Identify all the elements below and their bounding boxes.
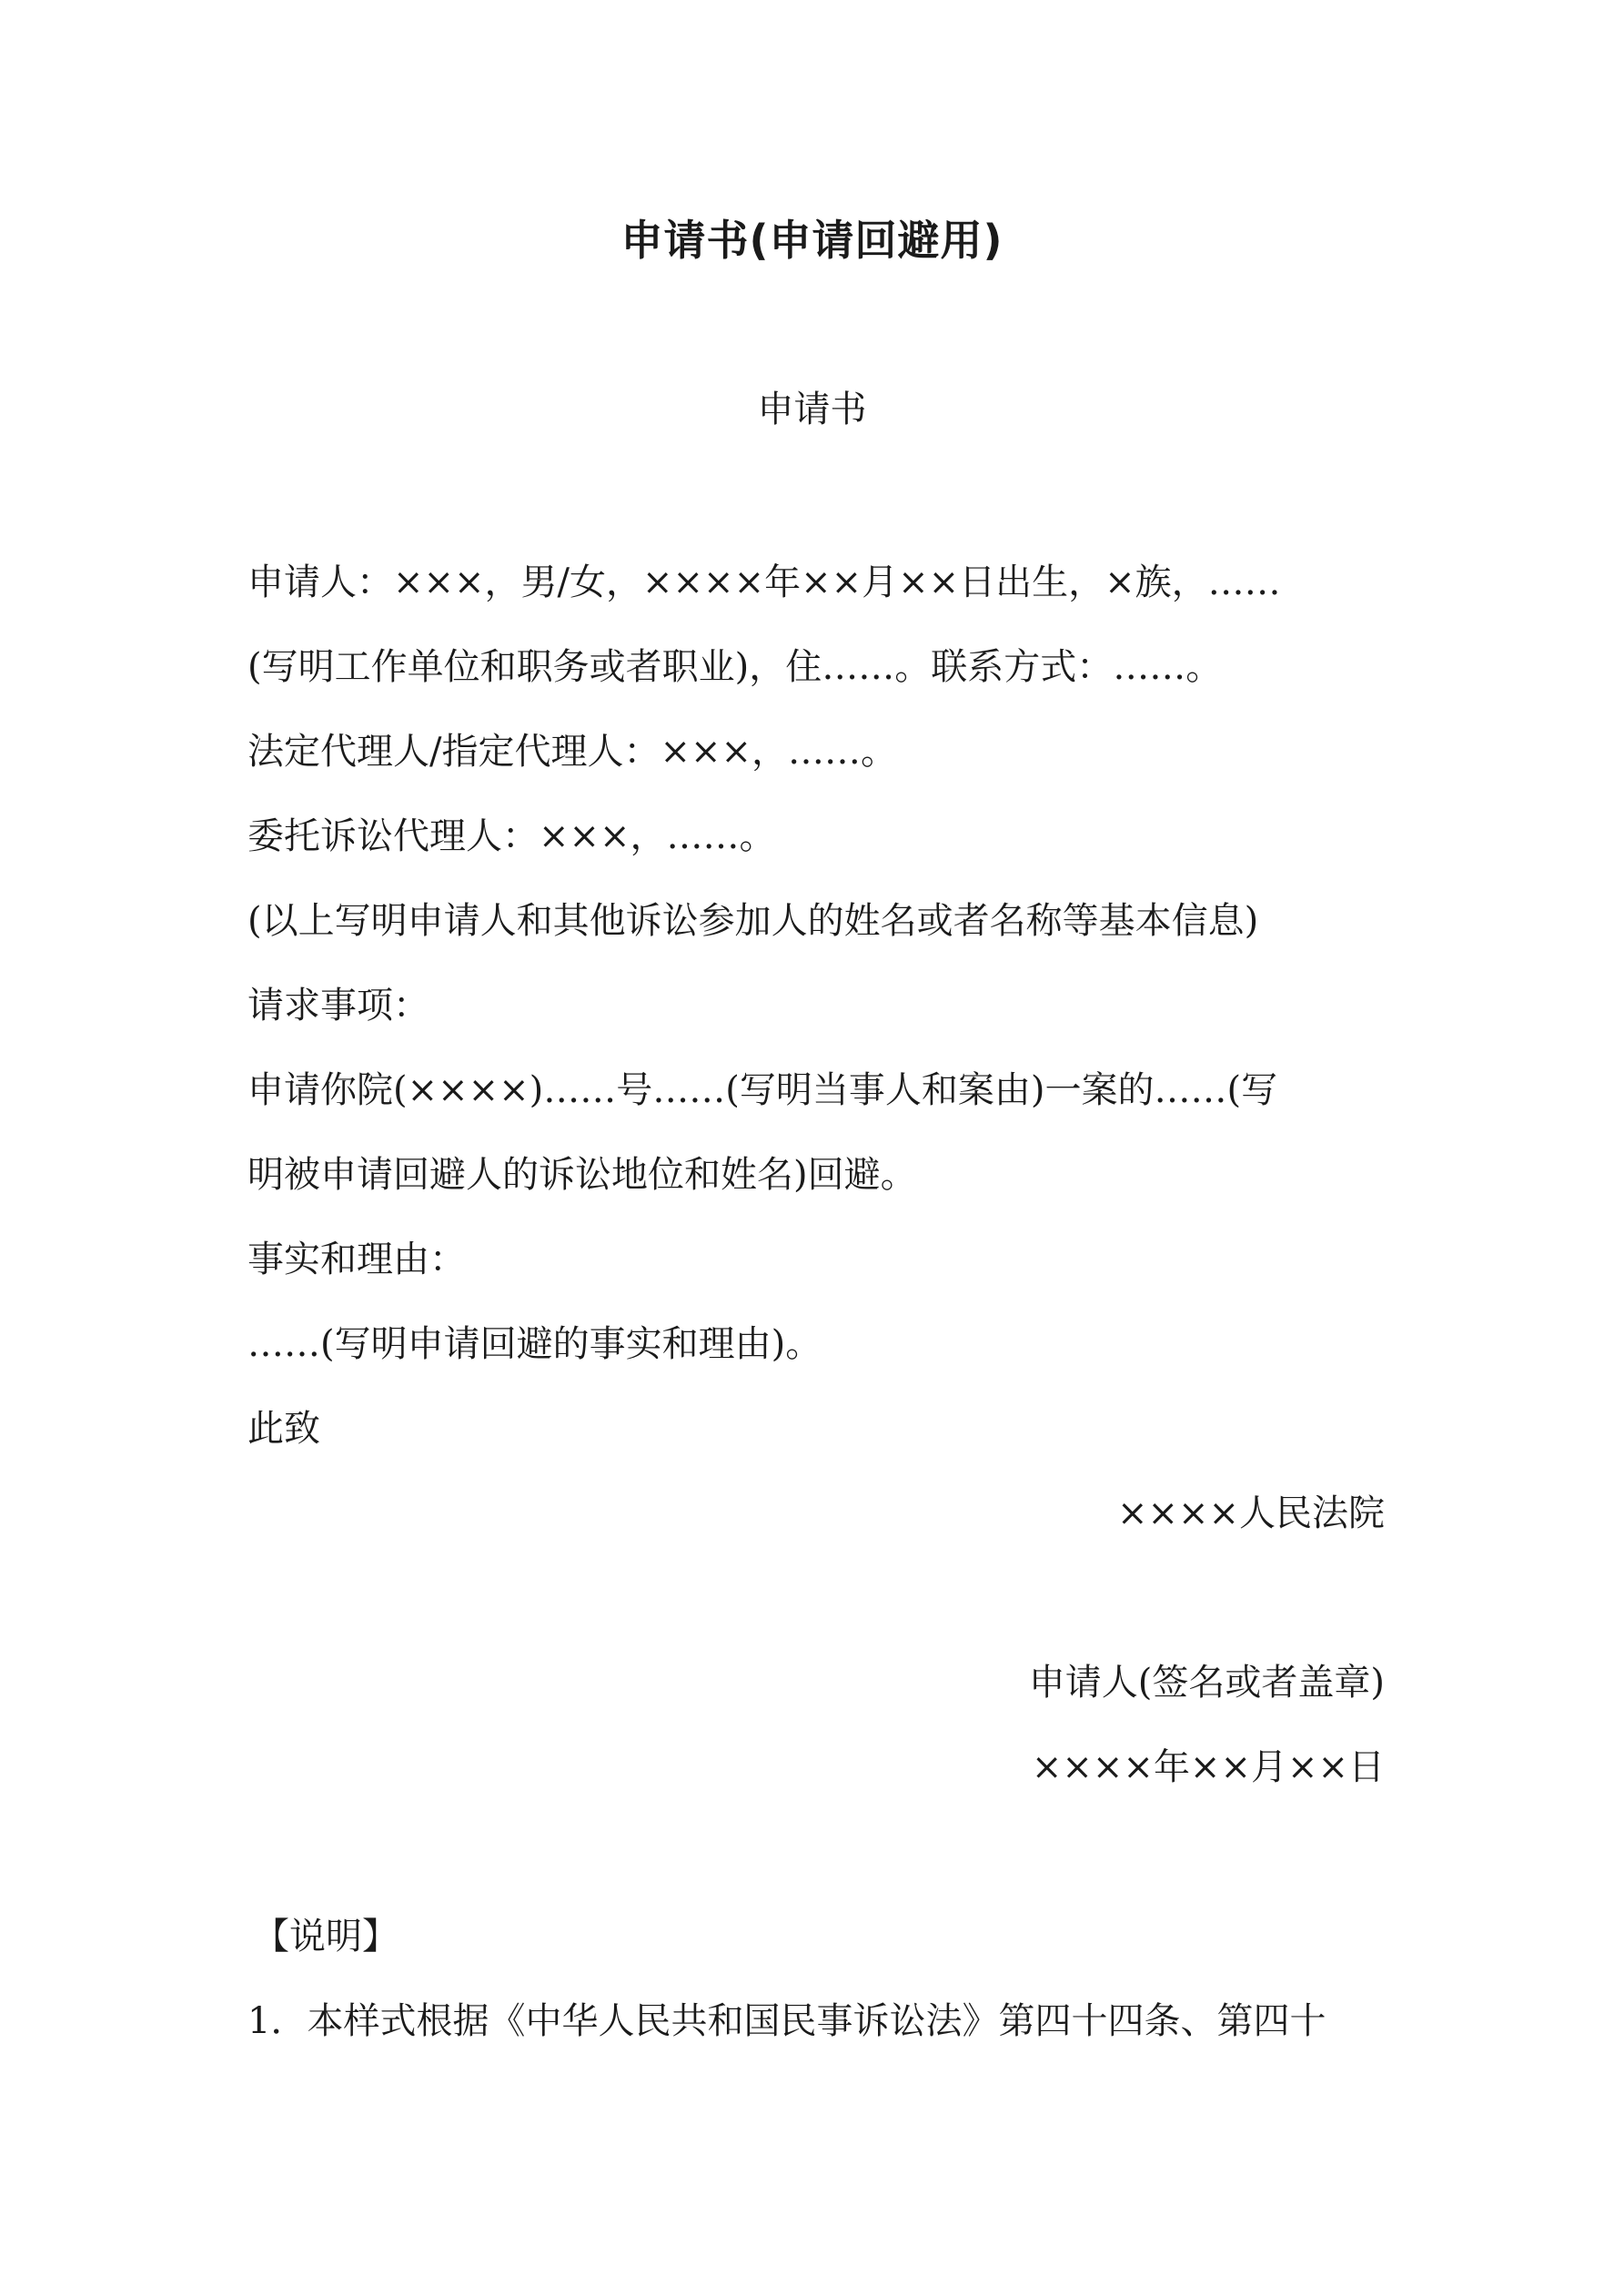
parties-note-line: (以上写明申请人和其他诉讼参加人的姓名或者名称等基本信息) (247, 900, 1259, 942)
spacer (247, 1571, 1385, 1655)
notes-line-1: 1．本样式根据《中华人民共和国民事诉讼法》第四十四条、第四十 (247, 2000, 1326, 2042)
document-body (247, 555, 1385, 2079)
court-name-line: ××××人民法院 (1116, 1492, 1385, 1534)
document-title: 申请书(申请回避用) (620, 216, 1004, 265)
claims-line-1: 申请你院(××××)……号……(写明当事人和案由)一案的……(写 (247, 1069, 1278, 1111)
document-subtitle: 申请书 (757, 389, 867, 430)
salutation-line: 此致 (247, 1408, 320, 1450)
legal-representative-line: 法定代理人/指定代理人：×××，……。 (247, 731, 898, 773)
claims-line-2: 明被申请回避人的诉讼地位和姓名)回避。 (247, 1154, 917, 1196)
signature-line: 申请人(签名或者盖章) (1028, 1662, 1385, 1704)
date-line: ××××年××月××日 (1031, 1746, 1385, 1788)
applicant-line-2: (写明工作单位和职务或者职业)，住……。联系方式：……。 (247, 646, 1223, 688)
notes-heading: 【说明】 (253, 1916, 398, 1957)
litigation-agent-line: 委托诉讼代理人：×××，……。 (247, 815, 776, 857)
facts-line-1: ……(写明申请回避的事实和理由)。 (247, 1323, 822, 1365)
claims-heading: 请求事项： (247, 985, 429, 1027)
facts-heading: 事实和理由： (247, 1239, 466, 1280)
applicant-line-1: 申请人：×××，男/女，××××年××月××日出生，×族，…… (247, 561, 1281, 603)
spacer (247, 1825, 1385, 1909)
